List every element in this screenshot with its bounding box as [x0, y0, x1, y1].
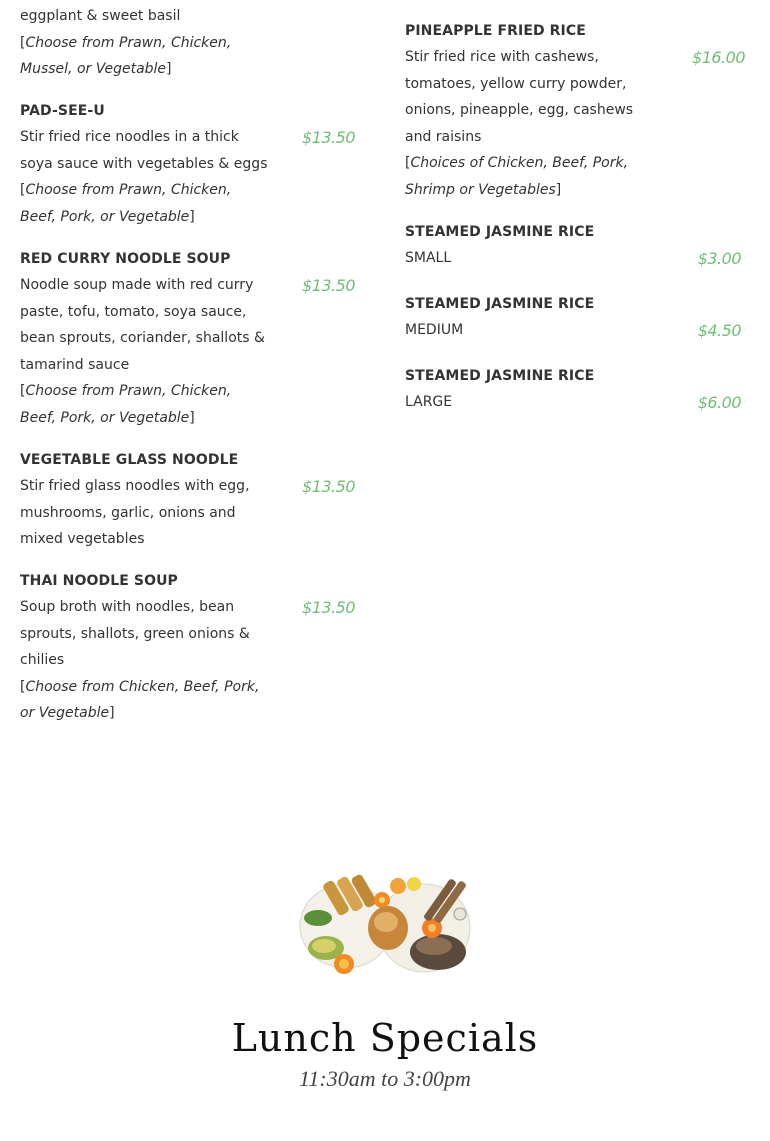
menu-item-price: $13.50: [302, 128, 355, 147]
menu-item-jasmine-rice-medium: [405, 294, 745, 343]
menu-item-title: VEGETABLE GLASS NOODLE: [20, 452, 239, 468]
menu-item-size: SMALL: [405, 250, 452, 266]
menu-item-desc: Stir fried rice with cashews, tomatoes, yellow curry powder, onions, pineapple, egg, cashews and raisins: [405, 49, 634, 145]
menu-item-options: Choose from Prawn, Chicken, Beef, Pork, or Vegetable: [20, 182, 232, 225]
menu-item-price: $13.50: [302, 598, 355, 617]
menu-item-desc: Stir fried rice noodles in a thick soya sauce with vegetables & eggs: [20, 129, 268, 172]
menu-item-thai-noodle-soup: THAI NOODLE SOUP Soup broth with noodles, bean sprouts, shallots, green onions & chilies [Choose from Chicken, Beef, Pork, or Vegetable] $13.50: [20, 571, 360, 727]
menu-item-price: $3.00: [697, 249, 741, 268]
menu-item-price: $16.00: [692, 48, 745, 67]
menu-item-title: RED CURRY NOODLE SOUP: [20, 251, 231, 267]
menu-item-title: THAI NOODLE SOUP: [20, 573, 178, 589]
menu-item-title: STEAMED JASMINE RICE: [405, 224, 595, 240]
menu-item-size: MEDIUM: [405, 322, 464, 338]
thai-food-platter-image: [296, 856, 474, 986]
menu-item-options: Choices of Chicken, Beef, Pork, Shrimp or Vegetables: [405, 155, 629, 198]
menu-item-price: $13.50: [302, 477, 355, 496]
menu-item-desc: Stir fried glass noodles with egg, mushrooms, garlic, onions and mixed vegetables: [20, 478, 250, 547]
menu-item-jasmine-rice-large: [405, 366, 745, 415]
menu-item-title: STEAMED JASMINE RICE: [405, 368, 595, 384]
menu-item-continued: eggplant & sweet basil [Choose from Prawn, Chicken, Mussel, or Vegetable]: [20, 8, 232, 77]
menu-item-size: LARGE: [405, 394, 453, 410]
menu-item-options: Choose from Prawn, Chicken, Mussel, or Vegetable: [20, 34, 232, 77]
menu-item-desc: Soup broth with noodles, bean sprouts, shallots, green onions & chilies: [20, 599, 250, 668]
menu-item-vegetable-glass-noodle: [20, 450, 360, 553]
menu-item-price: $6.00: [697, 393, 741, 412]
menu-item-options: Choose from Chicken, Beef, Pork, or Vegetable: [20, 678, 260, 721]
menu-item-jasmine-rice-small: [405, 222, 745, 271]
menu-item-title: PAD-SEE-U: [20, 103, 105, 119]
menu-item-options: Choose from Prawn, Chicken, Beef, Pork, or Vegetable: [20, 383, 232, 426]
lunch-specials-hours: 11:30am to 3:00pm: [299, 1066, 471, 1091]
menu-item-price: $4.50: [697, 321, 741, 340]
menu-item-red-curry-noodle-soup: RED CURRY NOODLE SOUP Noodle soup made with red curry paste, tofu, tomato, soya sauce, bean sprouts, coriander, shallots & tamarind sauce [Choose from Prawn, Chicken, Beef, Pork, or Vegetable] $13.50: [20, 249, 360, 431]
menu-item-desc: Noodle soup made with red curry paste, tofu, tomato, soya sauce, bean sprouts, coriander, shallots & tamarind sauce: [20, 277, 265, 373]
menu-item-pineapple-fried-rice: PINEAPPLE FRIED RICE Stir fried rice with cashews, tomatoes, yellow curry powder, onions, pineapple, egg, cashews and raisins [Choices of Chicken, Beef, Pork, Shrimp or Vegetables] $16.00: [405, 23, 745, 198]
menu-item-desc: eggplant & sweet basil: [20, 8, 181, 24]
menu-item-price: $13.50: [302, 276, 355, 295]
lunch-specials-title: Lunch Specials: [231, 1016, 539, 1060]
menu-item-pad-see-u: PAD-SEE-U Stir fried rice noodles in a thick soya sauce with vegetables & eggs [Choose from Prawn, Chicken, Beef, Pork, or Vegetable] $13.50: [20, 101, 360, 230]
menu-item-title: PINEAPPLE FRIED RICE: [405, 23, 586, 39]
menu-item-title: STEAMED JASMINE RICE: [405, 296, 595, 312]
